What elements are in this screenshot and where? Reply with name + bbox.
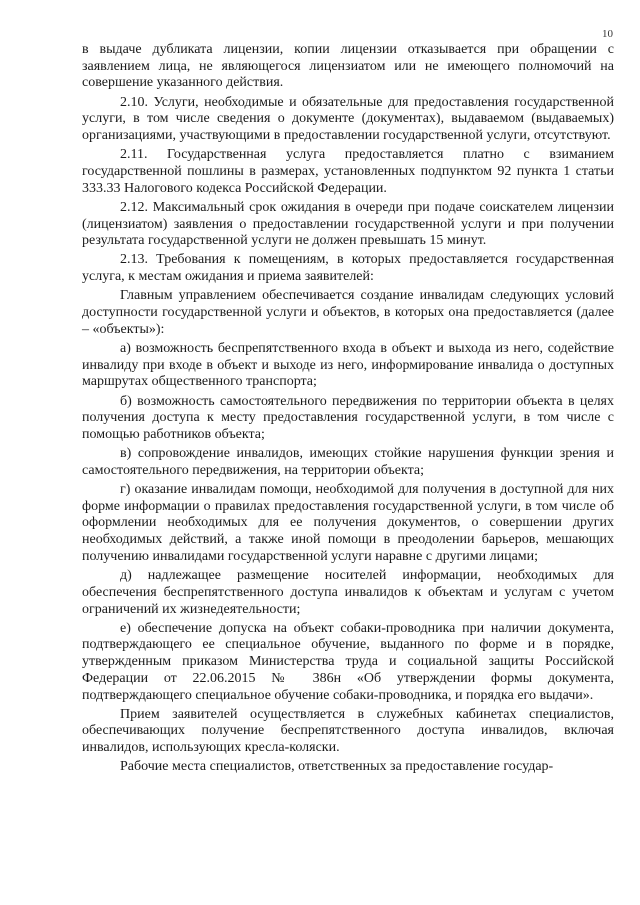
paragraph: Рабочие места специалистов, ответственных за предоставление государ- (120, 759, 554, 775)
list-item: а) возможность беспрепятственного входа в объект и выхода из него, содействие инвалиду при входе в объект и выходе из него, информирование инвалида о доступных маршрутах общественного транспорта; (82, 340, 614, 390)
paragraph: 2.12. Максимальный срок ожидания в очереди при подаче соискателем лицензии (лицензиатом) заявления о предоставлении государственной услуги и при получении результата государственной услуги не должен превышать 15 минут. (82, 199, 614, 249)
paragraph: 2.10. Услуги, необходимые и обязательные для предоставления государственной услуги, в том числе сведения о документе (документах), выдаваемом (выдаваемых) организациями, участвующими в предоставлении государственной услуги, отсутствуют. (82, 94, 614, 144)
paragraph: Главным управлением обеспечивается создание инвалидам следующих условий доступности государственной услуги и объектов, в которых она предоставляется (далее – «объекты»): (82, 288, 614, 337)
list-item: д) надлежащее размещение носителей информации, необходимых для обеспечения беспрепятственного доступа инвалидов к объектам и услугам с учетом ограничений их жизнедеятельности; (82, 568, 614, 617)
list-item: в) сопровождение инвалидов, имеющих стойкие нарушения функции зрения и самостоятельного передвижения, на территории объекта; (82, 446, 614, 478)
list-item: б) возможность самостоятельного передвижения по территории объекта в целях получения доступа к месту предоставления государственной услуги, в том числе с помощью работников объекта; (82, 393, 614, 442)
document-body (82, 42, 614, 779)
paragraph: Прием заявителей осуществляется в служебных кабинетах специалистов, обеспечивающих получение беспрепятственного доступа инвалидов, включая инвалидов, использующих кресла-коляски. (82, 706, 614, 756)
page-number: 10 (602, 28, 613, 40)
paragraph: 2.11. Государственная услуга предоставляется платно с взиманием государственной пошлины в размерах, установленных подпунктом 92 пункта 1 статьи 333.33 Налогового кодекса Российской Федерации. (82, 147, 614, 196)
list-item: е) обеспечение допуска на объект собаки-проводника при наличии документа, подтверждающего ее специальное обучение, выданного по форме и в порядке, утвержденным приказом Министерства труда и социальной защиты Российской Федерации от 22.06.2015 № 386н «Об утверждении формы документа, подтверждающего специальное обучение собаки-проводника, и порядка его выдачи». (82, 620, 614, 703)
paragraph: 2.13. Требования к помещениям, в которых предоставляется государственная услуга, к местам ожидания и приема заявителей: (82, 252, 614, 285)
paragraph: в выдаче дубликата лицензии, копии лицензии отказывается при обращении с заявлением лица, не являющегося лицензиатом или не имеющего полномочий на совершение указанного действия. (82, 42, 614, 91)
list-item: г) оказание инвалидам помощи, необходимой для получения в доступной для них форме информации о правилах предоставления государственной услуги, в том числе об оформлении необходимых для ее получения документов, о совершении других необходимых действий, а также иной помощи в преодолении барьеров, мешающих получению инвалидами государственной услуги наравне с другими лицами; (82, 482, 614, 564)
